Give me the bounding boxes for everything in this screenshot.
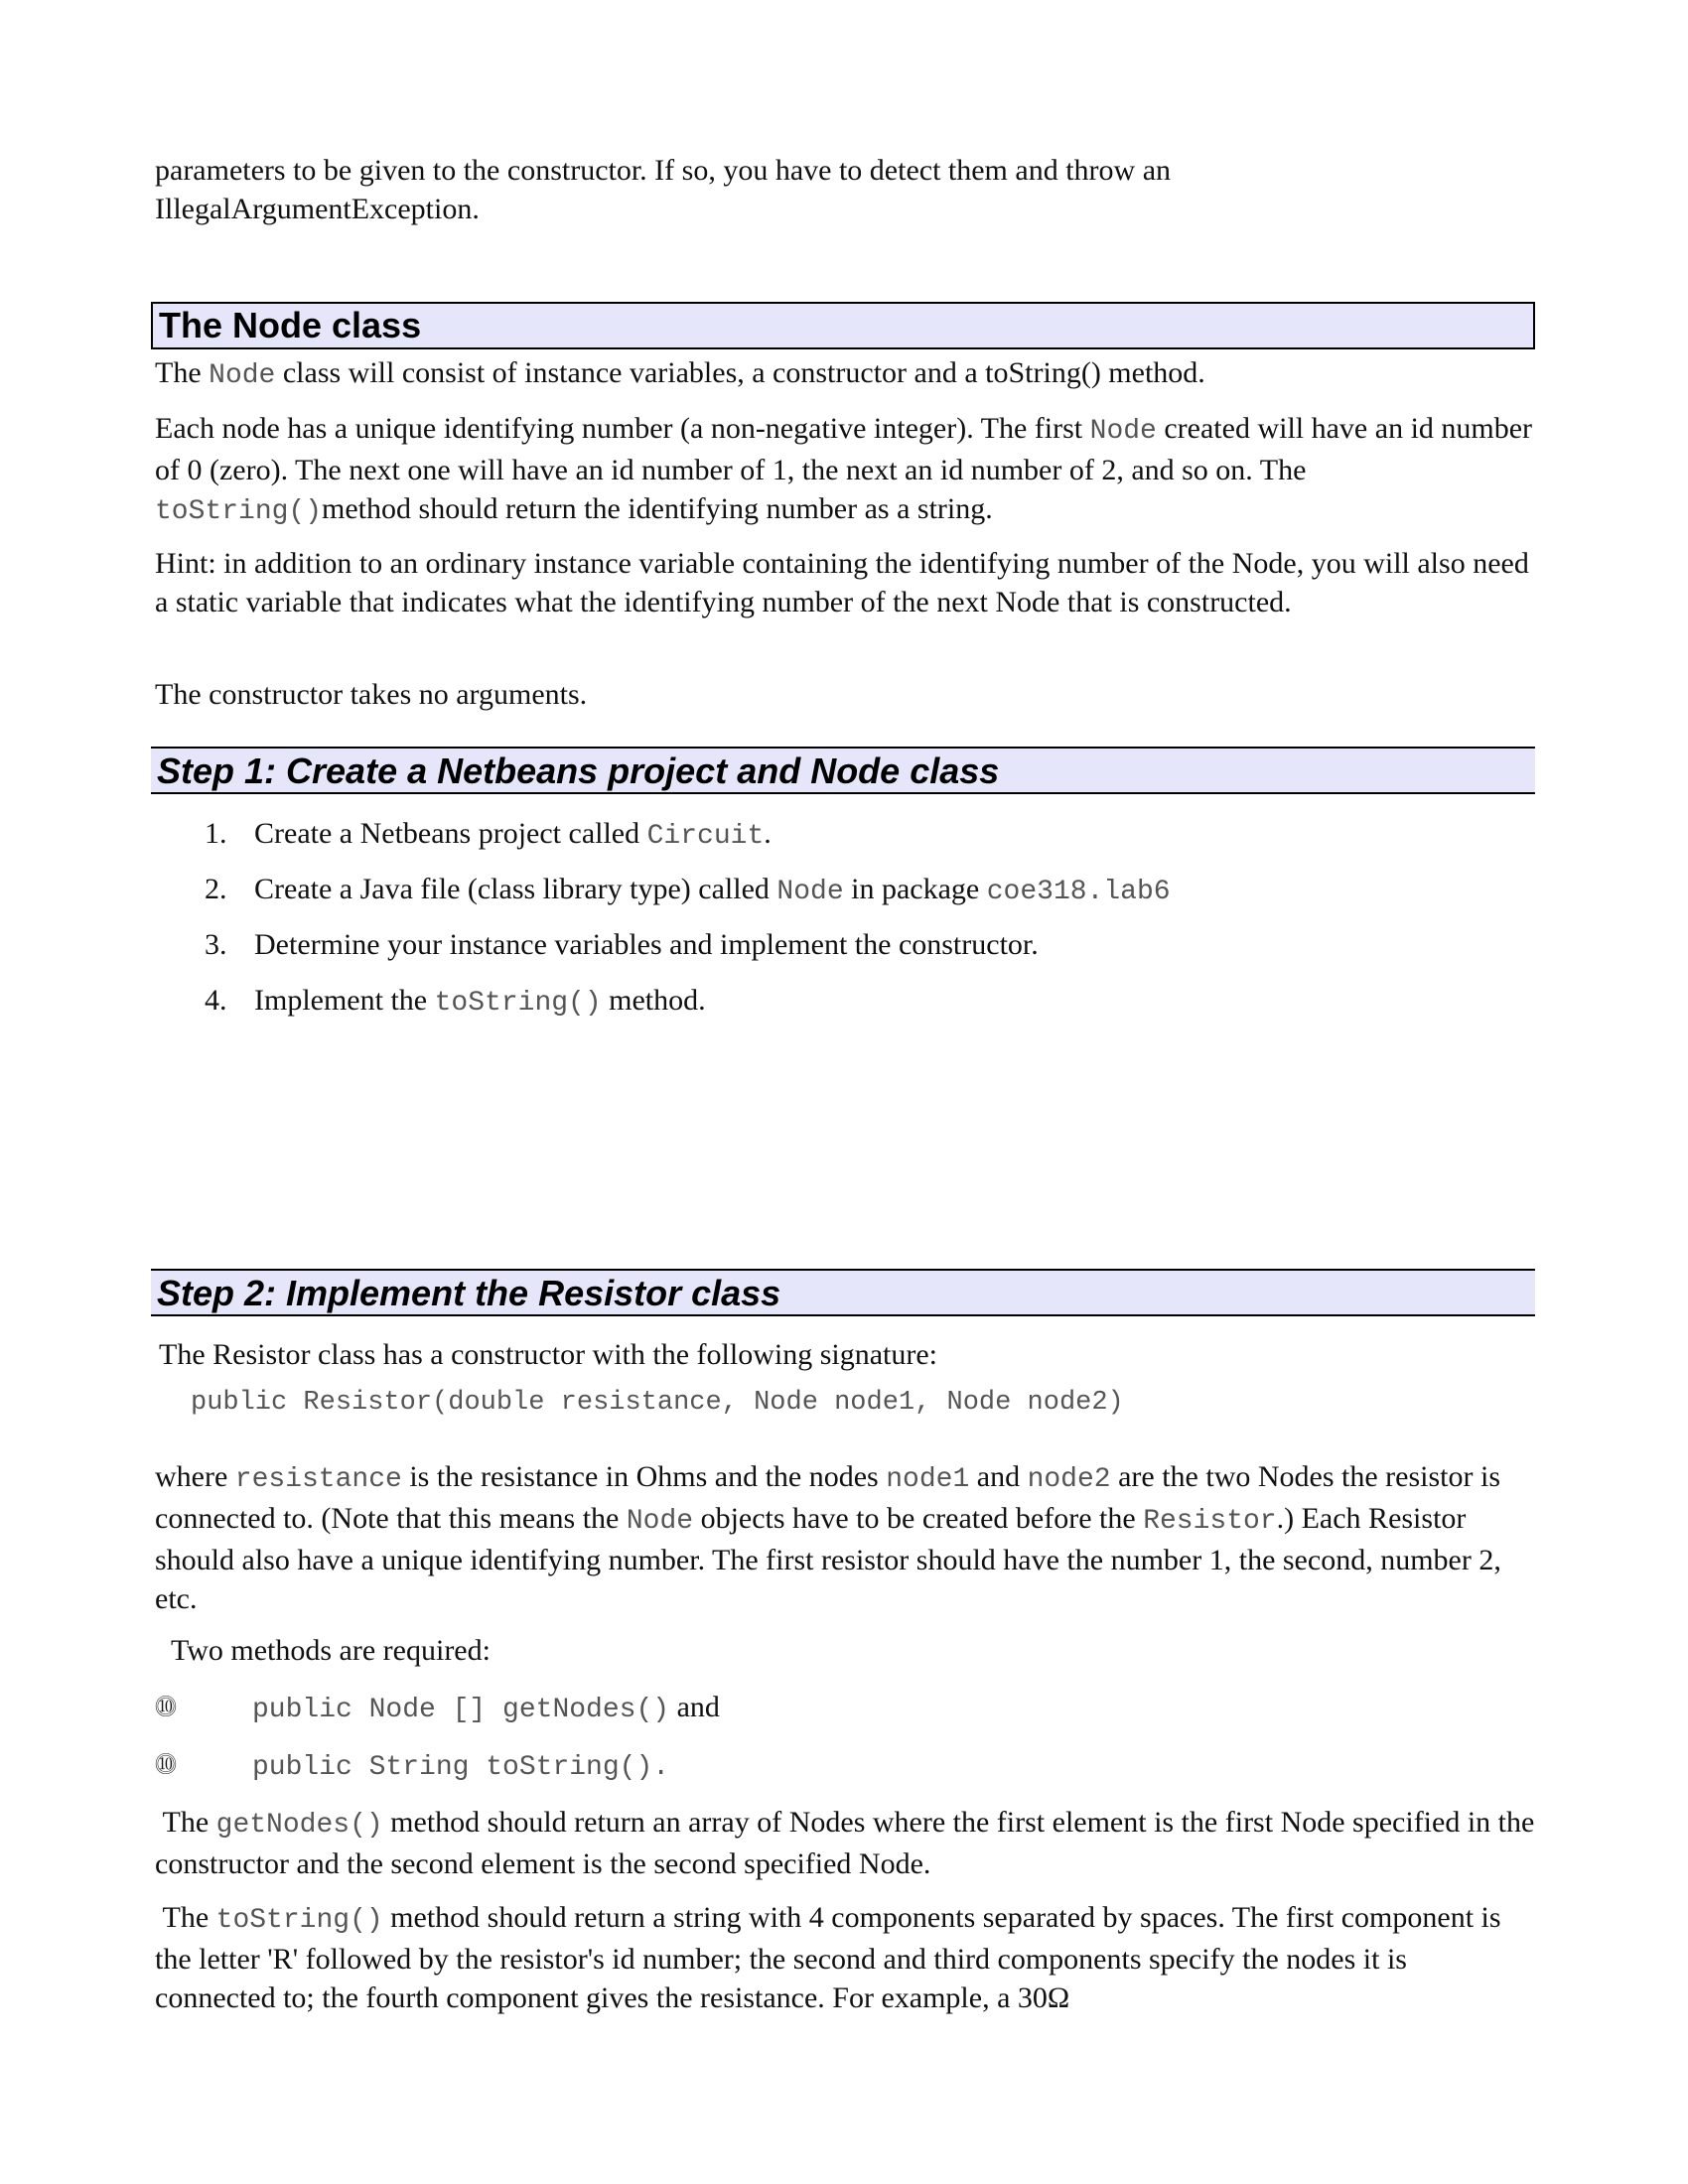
- code-node2: node2: [1027, 1464, 1111, 1495]
- text: are the two Nodes the resistor is connected to. (Note that this means the: [155, 1460, 1500, 1535]
- node-class-p2: [155, 409, 1535, 531]
- text: where: [155, 1460, 235, 1493]
- section-title-step-2: Step 2: Implement the Resistor class: [151, 1269, 1535, 1316]
- code-resistance: resistance: [234, 1464, 402, 1495]
- node-class-p1: [155, 353, 1535, 395]
- list-item: [205, 981, 706, 1023]
- list-item: [155, 1745, 669, 1787]
- code-package: coe318.lab6: [986, 877, 1171, 907]
- text: The: [162, 1806, 216, 1839]
- step-2-p1: [155, 1457, 1535, 1618]
- text: class will consist of instance variables, a constructor and a toString() method.: [275, 356, 1205, 389]
- code-node: Node: [626, 1506, 694, 1537]
- code-node: Node: [1089, 416, 1157, 447]
- intro-line-2: IllegalArgumentException.: [155, 193, 480, 225]
- section-title-node-class: The Node class: [151, 302, 1535, 349]
- code-getnodes: public Node [] getNodes(): [252, 1695, 670, 1725]
- text: and: [969, 1460, 1028, 1493]
- text: method should return the identifying number as a string.: [322, 492, 993, 525]
- code-tostring-signature: public String toString().: [252, 1752, 670, 1783]
- code-circuit: Circuit: [646, 821, 765, 852]
- text: Create a Java file (class library type) called: [254, 873, 777, 905]
- text: Determine your instance variables and implement the constructor.: [254, 928, 1039, 961]
- text: and: [669, 1691, 720, 1723]
- code-node1: node1: [886, 1464, 970, 1495]
- text: The: [155, 356, 210, 389]
- step-2-intro: [159, 1335, 1539, 1374]
- code-tostring: toString(): [434, 988, 602, 1019]
- section-title-step-1: Step 1: Create a Netbeans project and Node class: [151, 747, 1535, 794]
- node-class-hint: [155, 544, 1535, 621]
- constructor-signature: public Resistor(double resistance, Node node1, Node node2): [191, 1388, 1124, 1418]
- list-item: [205, 814, 772, 856]
- text: created will have an id number of 0 (zero). The next one will have an id number of 1, the next an id number of 2, and so on. The: [155, 412, 1533, 486]
- text: Implement the: [254, 984, 435, 1017]
- text: method should return an array of Nodes where the first element is the first Node specified in the constructor and the second element is the second specified Node.: [155, 1806, 1535, 1880]
- text: is the resistance in Ohms and the nodes: [401, 1460, 887, 1493]
- text: Each node has a unique identifying number (a non-negative integer). The first: [155, 412, 1090, 445]
- item-number: 3.: [205, 928, 227, 961]
- text: in package: [843, 873, 987, 905]
- node-class-p4: [155, 675, 1535, 714]
- list-item: [205, 870, 1171, 911]
- intro-line-1: parameters to be given to the constructor. If so, you have to detect them and throw an: [155, 154, 1172, 187]
- step-2-p3: [155, 1898, 1535, 2017]
- list-item: [155, 1688, 720, 1729]
- text: .: [764, 817, 772, 850]
- text: method should return a string with 4 components separated by spaces. The first component is the letter 'R' followed by the resistor's id number; the second and third components specify the nodes it is connected to; the fourth component gives the resistance. For example, a 30Ω: [155, 1901, 1501, 2014]
- hint-text: Hint: in addition to an ordinary instance variable containing the identifying number of the Node, you will also need a static variable that indicates what the identifying number of the next Node that is constructed.: [155, 547, 1529, 618]
- text: objects have to be created before the: [693, 1502, 1144, 1535]
- constructor-note: The constructor takes no arguments.: [155, 678, 588, 711]
- code-node: Node: [776, 877, 844, 907]
- code-getnodes: getNodes(): [215, 1810, 383, 1841]
- text: method.: [601, 984, 706, 1017]
- text: .) Each Resistor should also have a unique identifying number. The first resistor should have the number 1, the second, number 2, etc.: [155, 1502, 1501, 1615]
- item-number: 1.: [205, 817, 227, 850]
- intro-paragraph: [155, 151, 1535, 228]
- bullet-icon: ⓾: [155, 1696, 178, 1720]
- text: Create a Netbeans project called: [254, 817, 647, 850]
- text: The: [162, 1901, 216, 1934]
- step-2-p2: [155, 1803, 1535, 1883]
- code-resistor: Resistor: [1143, 1506, 1277, 1537]
- code-tostring: toString(): [215, 1905, 383, 1936]
- text: Two methods are required:: [171, 1634, 491, 1667]
- methods-intro: [171, 1631, 1551, 1670]
- intro-text: The Resistor class has a constructor with the following signature:: [159, 1338, 937, 1371]
- code-node: Node: [209, 360, 276, 391]
- item-number: 4.: [205, 984, 227, 1017]
- bullet-icon: ⓾: [155, 1753, 178, 1778]
- list-item: [205, 925, 1039, 964]
- code-tostring: toString(): [155, 496, 323, 527]
- item-number: 2.: [205, 873, 227, 905]
